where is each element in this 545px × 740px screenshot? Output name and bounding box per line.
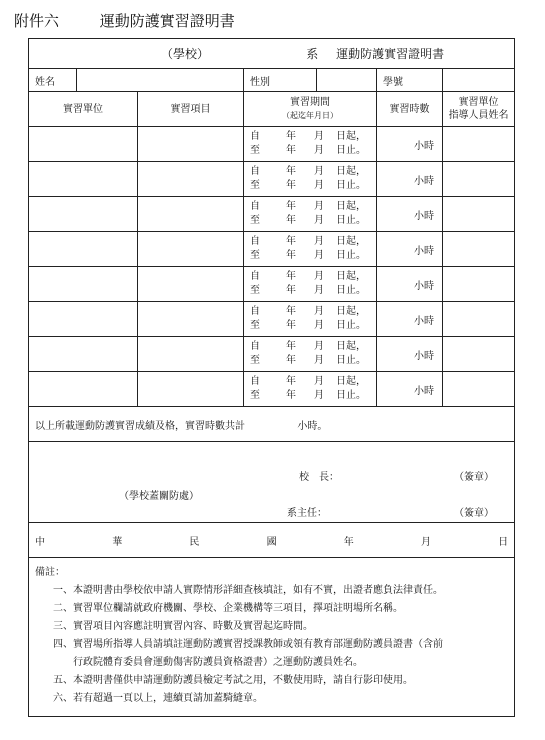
supervisor-cell[interactable] bbox=[443, 232, 515, 267]
student-id-field[interactable] bbox=[443, 69, 515, 92]
period-cell[interactable]: 自 年 月 日起， 至 年 月 日止。 bbox=[244, 232, 377, 267]
date-char: 年 bbox=[343, 536, 354, 548]
hours-cell[interactable]: 小時 bbox=[377, 337, 443, 372]
form-title-row bbox=[29, 39, 515, 69]
hours-cell[interactable]: 小時 bbox=[377, 127, 443, 162]
period-cell[interactable]: 自 年 月 日起， 至 年 月 日止。 bbox=[244, 372, 377, 407]
school-placeholder: （學校） bbox=[161, 47, 210, 61]
col-period: 實習期間 （起迄年月日） bbox=[244, 92, 377, 127]
supervisor-cell[interactable] bbox=[443, 162, 515, 197]
item-cell[interactable] bbox=[138, 232, 244, 267]
summary-text: 以上所載運動防護實習成績及格，實習時數共計 bbox=[35, 420, 245, 432]
table-row bbox=[29, 232, 515, 267]
department-label: 系 bbox=[306, 47, 319, 61]
item-cell[interactable] bbox=[138, 372, 244, 407]
summary-row bbox=[29, 407, 515, 442]
period-cell[interactable]: 自 年 月 日起， 至 年 月 日止。 bbox=[244, 197, 377, 232]
supervisor-cell[interactable] bbox=[443, 337, 515, 372]
period-cell[interactable]: 自 年 月 日起， 至 年 月 日止。 bbox=[244, 337, 377, 372]
certificate-form bbox=[28, 38, 515, 717]
form-name: 運動防護實習證明書 bbox=[336, 47, 445, 61]
item-cell[interactable] bbox=[138, 302, 244, 337]
item-cell[interactable] bbox=[138, 162, 244, 197]
name-label: 姓名 bbox=[29, 69, 77, 92]
table-row bbox=[29, 127, 515, 162]
hours-cell[interactable]: 小時 bbox=[377, 372, 443, 407]
item-cell[interactable] bbox=[138, 267, 244, 302]
item-cell[interactable] bbox=[138, 127, 244, 162]
date-char: 日 bbox=[498, 536, 509, 548]
table-row bbox=[29, 162, 515, 197]
note-4: 四、實習場所指導人員請填註運動防護實習授課教師或領有教育部運動防護員證書（含前 bbox=[53, 639, 443, 650]
summary-unit: 小時。 bbox=[297, 420, 328, 432]
date-char: 國 bbox=[266, 536, 277, 548]
unit-cell[interactable] bbox=[29, 337, 138, 372]
table-row bbox=[29, 337, 515, 372]
director-stamp: （簽章） bbox=[454, 508, 494, 519]
unit-cell[interactable] bbox=[29, 232, 138, 267]
notes-row bbox=[29, 558, 515, 717]
period-cell[interactable]: 自 年 月 日起， 至 年 月 日止。 bbox=[244, 267, 377, 302]
principal-label: 校 長： bbox=[299, 472, 339, 483]
note-4-continued: 行政院體育委員會運動傷害防護員資格證書）之運動防護員姓名。 bbox=[73, 657, 363, 668]
issue-date-line bbox=[29, 533, 514, 548]
col-item: 實習項目 bbox=[138, 92, 244, 127]
principal-stamp: （簽章） bbox=[454, 472, 494, 483]
date-row bbox=[29, 523, 515, 558]
note-6: 六、若有超過一頁以上，連續頁請加蓋騎縫章。 bbox=[53, 693, 263, 704]
column-header-row bbox=[29, 92, 515, 127]
period-cell[interactable]: 自 年 月 日起， 至 年 月 日止。 bbox=[244, 302, 377, 337]
hours-cell[interactable]: 小時 bbox=[377, 232, 443, 267]
supervisor-cell[interactable] bbox=[443, 197, 515, 232]
page-header bbox=[14, 10, 235, 31]
name-field[interactable] bbox=[77, 69, 244, 92]
item-cell[interactable] bbox=[138, 337, 244, 372]
notes-heading: 備註： bbox=[35, 567, 65, 578]
note-3: 三、實習項目內容應註明實習內容、時數及實習起迄時間。 bbox=[53, 621, 313, 632]
table-row bbox=[29, 197, 515, 232]
col-hours: 實習時數 bbox=[377, 92, 443, 127]
table-row bbox=[29, 267, 515, 302]
school-seal-area: （學校蓋關防處） bbox=[119, 491, 199, 502]
hours-cell[interactable]: 小時 bbox=[377, 197, 443, 232]
document-heading: 運動防護實習證明書 bbox=[99, 12, 235, 30]
note-5: 五、本證明書僅供申請運動防護員檢定考試之用，不數使用時，請自行影印使用。 bbox=[53, 675, 413, 686]
period-cell[interactable]: 自 年 月 日起， 至 年 月 日止。 bbox=[244, 162, 377, 197]
unit-cell[interactable] bbox=[29, 302, 138, 337]
note-1: 一、本證明書由學校依申請人實際情形詳細查核填註，如有不實，出證者應負法律責任。 bbox=[53, 585, 443, 596]
unit-cell[interactable] bbox=[29, 127, 138, 162]
item-cell[interactable] bbox=[138, 197, 244, 232]
supervisor-cell[interactable] bbox=[443, 302, 515, 337]
supervisor-cell[interactable] bbox=[443, 127, 515, 162]
date-char: 中 bbox=[35, 536, 45, 548]
hours-cell[interactable]: 小時 bbox=[377, 162, 443, 197]
supervisor-cell[interactable] bbox=[443, 267, 515, 302]
table-row bbox=[29, 302, 515, 337]
period-cell[interactable]: 自 年 月 日起， 至 年 月 日止。 bbox=[244, 127, 377, 162]
hours-cell[interactable]: 小時 bbox=[377, 267, 443, 302]
gender-label: 性別 bbox=[244, 69, 317, 92]
director-label: 系主任： bbox=[287, 508, 327, 519]
note-2: 二、實習單位欄請就政府機關、學校、企業機構等三項目，擇項註明場所名稱。 bbox=[53, 603, 403, 614]
attachment-label: 附件六 bbox=[14, 12, 60, 30]
unit-cell[interactable] bbox=[29, 197, 138, 232]
signature-row bbox=[29, 442, 515, 523]
hours-cell[interactable]: 小時 bbox=[377, 302, 443, 337]
info-row bbox=[29, 69, 515, 92]
col-supervisor: 實習單位 指導人員姓名 bbox=[443, 92, 515, 127]
table-row bbox=[29, 372, 515, 407]
col-unit: 實習單位 bbox=[29, 92, 138, 127]
unit-cell[interactable] bbox=[29, 162, 138, 197]
unit-cell[interactable] bbox=[29, 372, 138, 407]
gender-field[interactable] bbox=[317, 69, 377, 92]
date-char: 民 bbox=[189, 536, 200, 548]
student-id-label: 學號 bbox=[377, 69, 443, 92]
unit-cell[interactable] bbox=[29, 267, 138, 302]
date-char: 月 bbox=[420, 536, 431, 548]
date-char: 華 bbox=[112, 536, 123, 548]
supervisor-cell[interactable] bbox=[443, 372, 515, 407]
